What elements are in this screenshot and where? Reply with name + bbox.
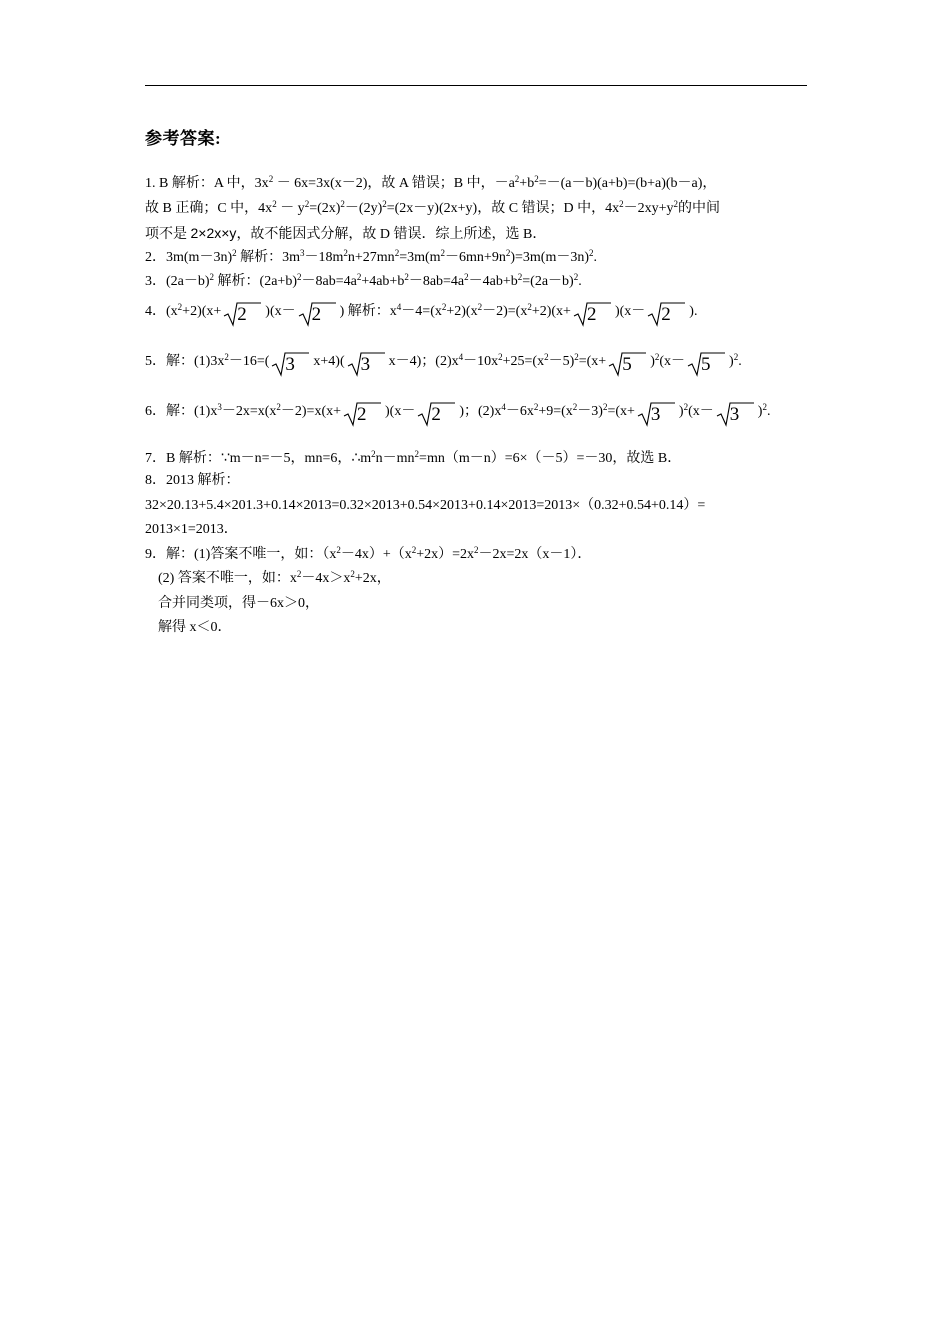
answer-8-line-3: 2013×1=2013． — [145, 522, 238, 537]
answer-9-line-4: 解得 x＜0． — [158, 620, 232, 635]
answer-9-line-1: 9．解：(1)答案不唯一，如：$(x^2-4x)+(x^2+2x)=2x^2-2x=2x(x-1)$． — [145, 544, 592, 562]
sqrt-symbol: 2 — [573, 301, 613, 327]
answer-8-line-2: 32×20.13+5.4×201.3+0.14×2013=0.32×2013+0.54×2013+0.14×2013=2013×（0.32+0.54+0.14）= — [145, 497, 706, 513]
sqrt-symbol: 5 — [687, 351, 727, 377]
answer-list — [145, 172, 810, 641]
answer-9-line-2: (2) 答案不唯一，如：$x^2-4x>x^2+2x$， — [158, 569, 391, 586]
answer-8-line-1: 8．2013 解析： — [145, 473, 240, 488]
sqrt-symbol: 2 — [417, 401, 457, 427]
sqrt-symbol: 2 — [223, 301, 263, 327]
answer-1-line-2: 故 B 正确；C 中，$4x^2 - y^2=(2x)^2-(2y)^2=(2x-y)(2x+y)$，故 C 错误；D 中，$4x^2-2xy+y^2$的中间 — [145, 198, 721, 216]
answer-9-line-3: 合并同类项，得－6x＞0， — [158, 595, 319, 611]
sqrt-symbol: 2 — [298, 301, 338, 327]
answer-7: 7．B 解析：∵m－n=－5，mn=6，$\therefore m^2n-mn^2=mn(m-n)=6\times(-5)=-30$，故选 B． — [145, 448, 682, 466]
sqrt-symbol: 5 — [608, 351, 648, 377]
sqrt-symbol: 2 — [647, 301, 687, 327]
answer-4: 4．$(x^2+2)(x+$ 2 )(x－ 2 ) 解析：$x^4-4=(x^2+2)(x^2-2)=(x^2+2)(x+$ 2 )(x－ 2 ). — [145, 301, 698, 325]
answer-6: 6．解：$(1)x^3-2x=x(x^2-2)=x(x+$ 2 )(x－ 2 )；$(2)x^4-6x^2+9=(x^2-3)^2=(x+$ 3 )$^2$(x－ 3 )$^2$. — [145, 401, 771, 425]
answer-1-line-3: 项不是 2×2x×y，故不能因式分解，故 D 错误．综上所述，选 B． — [145, 225, 547, 242]
sqrt-symbol: 3 — [271, 351, 311, 377]
sqrt-symbol: 3 — [347, 351, 387, 377]
answer-3: 3．$(2a-b)^2$ 解析：$(2a+b)^2-8ab=4a^2+4ab+b^2-8ab=4a^2-4ab+b^2=(2a-b)^2$. — [145, 272, 582, 289]
answer-2: 2．$3m(m-3n)^2$ 解析：$3m^3-18m^2n+27mn^2=3m(m^2-6mn+9n^2)=3m(m-3n)^2$. — [145, 247, 597, 265]
answer-5: 5．解：$(1)3x^2-16=$( 3 x+4)( 3 x－4)；$(2)x^4-10x^2+25=(x^2-5)^2=(x+$ 5 )$^2$(x－ 5 )$^2$. — [145, 351, 742, 375]
header-rule — [145, 85, 807, 86]
sqrt-symbol: 2 — [343, 401, 383, 427]
page-title: 参考答案: — [145, 129, 222, 148]
answer-1-line-1: 1. B 解析：A 中，$3x^2 - 6x=3x(x-2)$，故 A 错误；B 中，$-a^2+b^2=-(a-b)(a+b)=(b+a)(b-a)$， — [145, 174, 717, 191]
sqrt-symbol: 3 — [716, 401, 756, 427]
sqrt-symbol: 3 — [637, 401, 677, 427]
